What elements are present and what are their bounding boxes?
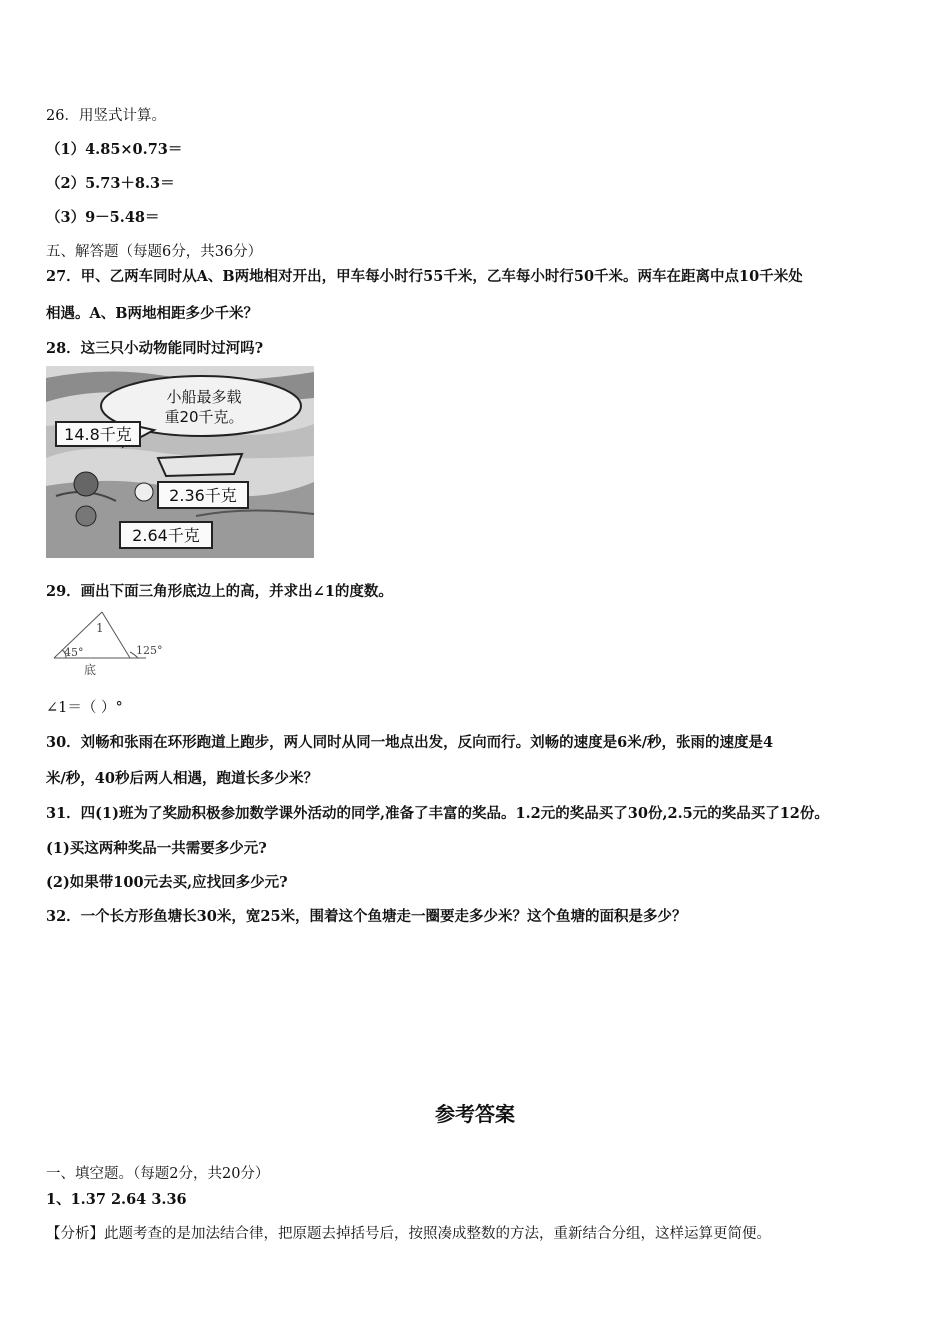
bubble-line-1: 小船最多载 bbox=[166, 388, 242, 406]
label-2-64kg: 2.64千克 bbox=[132, 526, 200, 545]
river-illustration bbox=[46, 366, 314, 558]
base-label: 底 bbox=[84, 663, 97, 677]
q26-item-3: （3）9－5.48＝ bbox=[46, 209, 160, 226]
label-2-36kg: 2.36千克 bbox=[169, 486, 237, 505]
answers-title: 参考答案 bbox=[435, 1102, 515, 1126]
triangle-figure bbox=[46, 608, 176, 682]
q29-answer: ∠1＝（ ）° bbox=[46, 700, 123, 716]
q26-item-2: （2）5.73＋8.3＝ bbox=[46, 175, 175, 192]
q28-title: 28．这三只小动物能同时过河吗? bbox=[46, 340, 264, 357]
label-14-8kg: 14.8千克 bbox=[64, 425, 132, 444]
answer-1: 1、1.37 2.64 3.36 bbox=[46, 1191, 187, 1208]
q32-text: 32．一个长方形鱼塘长30米，宽25米，围着这个鱼塘走一圈要走多少米？这个鱼塘的面积是多少？ bbox=[46, 908, 687, 925]
q30-line-1: 30．刘畅和张雨在环形跑道上跑步，两人同时从同一地点出发，反向而行。刘畅的速度是6米/秒，张雨的速度是4 bbox=[46, 734, 774, 751]
answers-section-1: 一、填空题。（每题2分，共20分） bbox=[46, 1166, 270, 1182]
q29-title: 29．画出下面三角形底边上的高，并求出∠1的度数。 bbox=[46, 583, 393, 600]
river-scene-image bbox=[46, 366, 314, 558]
q26-title: 26．用竖式计算。 bbox=[46, 108, 166, 124]
angle-1-label: 1 bbox=[96, 621, 104, 635]
angle-45-label: 45° bbox=[64, 646, 84, 659]
q31-line-1: 31．四(1)班为了奖励积极参加数学课外活动的同学,准备了丰富的奖品。1.2元的奖品买了30份,2.5元的奖品买了12份。 bbox=[46, 805, 829, 822]
q30-line-2: 米/秒，40秒后两人相遇，跑道长多少米？ bbox=[46, 770, 318, 787]
q27-line-1: 27．甲、乙两车同时从A、B两地相对开出，甲车每小时行55千米，乙车每小时行50千米。两车在距离中点10千米处 bbox=[46, 268, 803, 285]
q26-item-1: （1）4.85×0.73＝ bbox=[46, 141, 183, 158]
bubble-line-2: 重20千克。 bbox=[164, 408, 244, 426]
section-5-heading: 五、解答题（每题6分，共36分） bbox=[46, 244, 263, 260]
q27-line-2: 相遇。A、B两地相距多少千米？ bbox=[46, 305, 259, 322]
angle-125-label: 125° bbox=[136, 644, 163, 657]
answer-1-analysis: 【分析】此题考查的是加法结合律，把原题去掉括号后，按照凑成整数的方法，重新结合分组，这样运算更简便。 bbox=[46, 1226, 771, 1242]
q31-line-3: (2)如果带100元去买,应找回多少元? bbox=[46, 874, 288, 891]
triangle-diagram bbox=[46, 608, 176, 678]
q31-line-2: (1)买这两种奖品一共需要多少元? bbox=[46, 840, 267, 857]
